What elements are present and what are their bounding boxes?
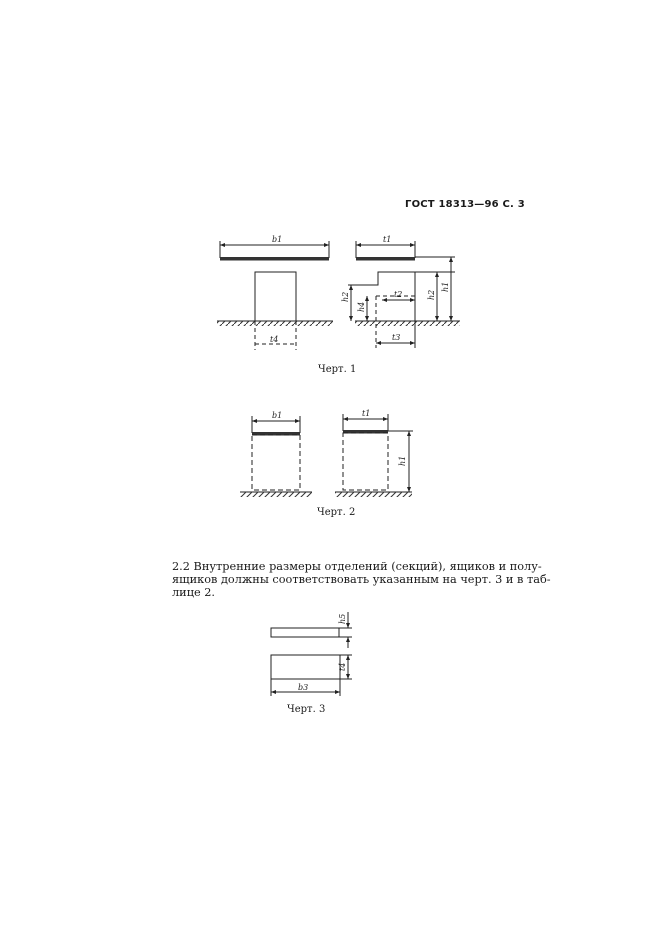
paragraph-line: лице 2.	[172, 586, 216, 599]
fig1-right-view	[348, 241, 460, 348]
fig1-left-box	[255, 272, 296, 321]
figure-3-caption: Черт. 3	[287, 704, 326, 715]
fig1-left-view	[217, 241, 333, 350]
fig2-left-view	[240, 416, 312, 497]
dim-label: t4	[270, 335, 279, 344]
fig2-left-box	[252, 435, 300, 490]
dim-label: b1	[272, 411, 283, 420]
dim-label: h4	[357, 301, 366, 312]
fig1-dimension-labels	[270, 235, 450, 344]
dim-label: t4	[338, 662, 347, 671]
dim-label: h1	[441, 281, 450, 292]
fig2-right-box	[343, 433, 388, 490]
fig3-top-panel	[271, 628, 339, 637]
fig1-right-shelf	[356, 257, 415, 261]
dim-label: b1	[272, 235, 283, 244]
fig3-drawer	[271, 655, 340, 679]
figure-1-caption: Черт. 1	[318, 364, 357, 375]
paragraph-line: ящиков должны соответствовать указанным на черт. 3 и в таб-	[172, 573, 551, 586]
dim-label: b3	[298, 683, 309, 692]
paragraph-line: 2.2 Внутренние размеры отделений (секций), ящиков и полу-	[172, 560, 542, 573]
fig2-right-view	[335, 414, 413, 497]
figure-2-caption: Черт. 2	[317, 507, 356, 518]
figure-2	[240, 414, 413, 497]
page-header: ГОСТ 18313—96 С. 3	[405, 199, 525, 210]
figure-1	[217, 241, 460, 350]
dim-label: t2	[394, 290, 403, 299]
dim-label: t1	[362, 409, 371, 418]
section-2-2-paragraph	[172, 560, 551, 599]
dim-label: h2	[427, 289, 436, 300]
dim-label: h5	[338, 613, 347, 624]
fig2-dimension-labels	[272, 409, 407, 466]
dim-label: h2	[341, 291, 350, 302]
dim-label: t1	[383, 235, 392, 244]
dim-label: h1	[398, 455, 407, 466]
fig1-left-shelf	[220, 257, 329, 261]
dim-label: t3	[392, 333, 401, 342]
